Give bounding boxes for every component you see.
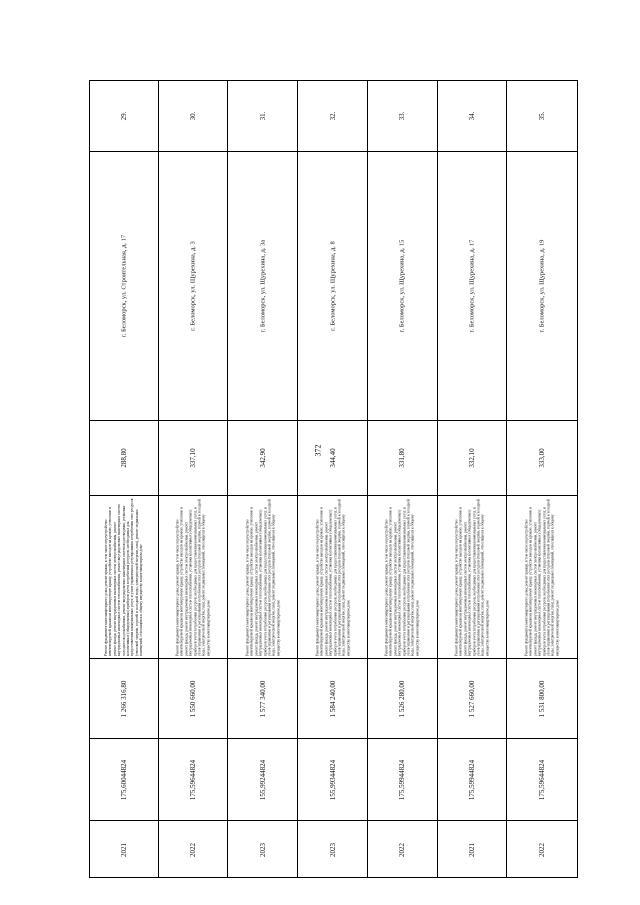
work-description: Ремонт фундамента многоквартирного дома; ремонт крыши, в том числе переустройство невентилируемой крыши на вентилируемую крышу, устройство выходов на кровлю, утепление и ремонт фасада, ремонт внутридомовых инженерных систем электроснабжения, ремонт внутридомовых инженерных систем теплоснабжения, установка коллективных (общедомовых) приборов учета потребления ресурсов, необходимых для предоставления коммунальных услуг, и узлов управления и регулирования потребления этих ресурсов (тепловой энергии, горячей и холодной воды, электрической энергии, газа), ремонт подвальных помещений, относящихся к общему имуществу в многоквартирном доме	[524, 499, 560, 656]
area: 344,40	[328, 448, 337, 468]
rate: 175,59644824	[189, 759, 198, 800]
row-number: 29.	[119, 111, 128, 121]
address-cell	[90, 152, 158, 421]
area-cell	[159, 421, 228, 496]
address: г. Беломорск, ул. Щурехина, д. 19	[538, 239, 546, 333]
area: 333,00	[538, 448, 547, 468]
row-number-cell	[90, 81, 158, 152]
table-row	[298, 81, 368, 877]
cost-cell	[90, 659, 158, 739]
cost-cell	[228, 659, 297, 739]
cost-cell	[438, 659, 507, 739]
repair-schedule-table	[89, 80, 578, 878]
rate-cell	[90, 739, 158, 821]
year: 2022	[538, 843, 547, 857]
rate: 175,59644824	[538, 759, 547, 800]
cost: 1 577 340,00	[258, 680, 267, 717]
cost-cell	[298, 659, 367, 739]
year-cell	[298, 821, 367, 879]
year-cell	[438, 821, 507, 879]
description-cell	[90, 496, 158, 659]
rate-cell	[159, 739, 228, 821]
year: 2023	[328, 843, 337, 857]
row-number-cell	[438, 81, 507, 152]
address: г. Беломорск, ул. Строительная, д. 17	[120, 234, 128, 338]
cost-cell	[159, 659, 228, 739]
address: г. Беломорск, ул. Щурехина, д. 17	[468, 239, 476, 333]
table-row	[159, 81, 229, 877]
rate-cell	[438, 739, 507, 821]
address-cell	[438, 152, 507, 421]
description-cell	[368, 496, 437, 659]
row-number: 30.	[189, 111, 198, 121]
cost: 1 527 660,00	[467, 680, 476, 717]
description-cell	[298, 496, 367, 659]
year: 2021	[119, 843, 128, 857]
row-number: 31.	[258, 111, 267, 121]
cost: 1 526 280,00	[398, 680, 407, 717]
work-description: Ремонт фундамента многоквартирного дома; ремонт крыши, в том числе переустройство невентилируемой крыши на вентилируемую крышу, устройство выходов на кровлю, утепление и ремонт фасада, ремонт внутридомовых инженерных систем электроснабжения, ремонт внутридомовых инженерных систем теплоснабжения, установка коллективных (общедомовых) приборов учета потребления ресурсов, необходимых для предоставления коммунальных услуг, и узлов управления и регулирования потребления этих ресурсов (тепловой энергии, горячей и холодной воды, электрической энергии, газа), ремонт подвальных помещений, относящихся к общему имуществу в многоквартирном доме	[175, 499, 211, 656]
work-description: Ремонт фундамента многоквартирного дома; ремонт крыши, в том числе переустройство невентилируемой крыши на вентилируемую крышу, устройство выходов на кровлю, утепление и ремонт фасада, ремонт внутридомовых инженерных систем электроснабжения, ремонт внутридомовых инженерных систем теплоснабжения, установка коллективных (общедомовых) приборов учета потребления ресурсов, необходимых для предоставления коммунальных услуг, и узлов управления и регулирования потребления этих ресурсов (тепловой энергии, горячей и холодной воды, электрической энергии, газа), ремонт подвальных помещений, относящихся к общему имуществу в многоквартирном доме	[384, 499, 420, 656]
area: 337,10	[189, 448, 198, 468]
year-cell	[507, 821, 577, 879]
row-number: 32.	[328, 111, 337, 121]
address-cell	[298, 152, 367, 421]
rate: 155,99244824	[258, 759, 267, 800]
address-cell	[228, 152, 297, 421]
description-cell	[159, 496, 228, 659]
year: 2021	[467, 843, 476, 857]
table-row	[438, 81, 508, 877]
year: 2022	[398, 843, 407, 857]
year-cell	[228, 821, 297, 879]
address-cell	[507, 152, 577, 421]
rate: 175,60044824	[119, 759, 128, 800]
description-cell	[507, 496, 577, 659]
year: 2022	[189, 843, 198, 857]
page-number: 372	[313, 444, 323, 457]
area: 332,10	[467, 448, 476, 468]
row-number-cell	[228, 81, 297, 152]
work-description: Ремонт фундамента многоквартирного дома; ремонт крыши, в том числе переустройство невентилируемой крыши на вентилируемую крышу, устройство выходов на кровлю, утепление и ремонт фасада, ремонт внутридомовых инженерных систем электроснабжения, ремонт внутридомовых инженерных систем теплоснабжения, установка коллективных (общедомовых) приборов учета потребления ресурсов, необходимых для предоставления коммунальных услуг, и узлов управления и регулирования потребления этих ресурсов (тепловой энергии, горячей и холодной воды, электрической энергии, газа), ремонт подвальных помещений, относящихся к общему имуществу в многоквартирном доме	[454, 499, 490, 656]
rate-cell	[228, 739, 297, 821]
rate: 175,59944824	[398, 759, 407, 800]
rate-cell	[298, 739, 367, 821]
rate: 155,99344824	[328, 759, 337, 800]
cost: 1 550 660,00	[189, 680, 198, 717]
row-number-cell	[507, 81, 577, 152]
table-row	[228, 81, 298, 877]
address-cell	[368, 152, 437, 421]
cost: 1 584 240,00	[328, 680, 337, 717]
area: 331,80	[398, 448, 407, 468]
area-cell	[298, 421, 367, 496]
address: г. Беломорск, ул. Щурехина, д. 15	[398, 239, 406, 333]
table-row	[368, 81, 438, 877]
year: 2023	[258, 843, 267, 857]
address: г. Беломорск, ул. Щурехина, д. 8	[329, 241, 337, 331]
area-cell	[228, 421, 297, 496]
row-number: 34.	[467, 111, 476, 121]
row-number: 35.	[538, 111, 547, 121]
row-number-cell	[368, 81, 437, 152]
area-cell	[438, 421, 507, 496]
year-cell	[159, 821, 228, 879]
address: г. Беломорск, ул. Щурехина, д. 3а	[259, 239, 267, 333]
rate: 175,59944824	[467, 759, 476, 800]
table-row	[90, 81, 159, 877]
row-number-cell	[298, 81, 367, 152]
work-description: Ремонт фундамента многоквартирного дома; ремонт крыши, в том числе переустройство невентилируемой крыши на вентилируемую крышу, устройство выходов на кровлю, утепление и ремонт фасада, ремонт внутридомовых инженерных систем электроснабжения, ремонт внутридомовых инженерных систем теплоснабжения, установка коллективных (общедомовых) приборов учета потребления ресурсов, необходимых для предоставления коммунальных услуг, и узлов управления и регулирования потребления этих ресурсов (тепловой энергии, горячей и холодной воды, электрической энергии, газа), ремонт подвальных помещений, относящихся к общему имуществу в многоквартирном доме	[314, 499, 350, 656]
description-cell	[228, 496, 297, 659]
work-description: Ремонт фундамента многоквартирного дома; ремонт крыши, в том числе переустройство невентилируемой крыши на вентилируемую крышу, устройство выходов на кровлю, утепление и ремонт фасада, ремонт внутридомовых инженерных систем электроснабжения, ремонт внутридомовых инженерных систем теплоснабжения, ремонт внутридомовых инженерных систем холодного водоснабжения, ремонт внутридомовых инженерных систем водоотведения, установка коллективных (общедомовых) приборов учета потребления ресурсов, необходимых для предоставления коммунальных услуг, и узлов управления и регулирования потребления этих ресурсов (тепловой энергии, горячей и холодной воды, электрической энергии, газа), ремонт подвальных помещений, относящихся к общему имуществу в многоквартирном доме	[104, 498, 144, 656]
table-row	[507, 81, 577, 877]
row-number-cell	[159, 81, 228, 152]
year-cell	[368, 821, 437, 879]
area-cell	[368, 421, 437, 496]
year-cell	[90, 821, 158, 879]
rate-cell	[368, 739, 437, 821]
description-cell	[438, 496, 507, 659]
address: г. Беломорск, ул. Щурехина, д. 3	[189, 241, 197, 331]
cost-cell	[507, 659, 577, 739]
work-description: Ремонт фундамента многоквартирного дома; ремонт крыши, в том числе переустройство невентилируемой крыши на вентилируемую крышу, устройство выходов на кровлю, утепление и ремонт фасада, ремонт внутридомовых инженерных систем электроснабжения, ремонт внутридомовых инженерных систем теплоснабжения, установка коллективных (общедомовых) приборов учета потребления ресурсов, необходимых для предоставления коммунальных услуг, и узлов управления и регулирования потребления этих ресурсов (тепловой энергии, горячей и холодной воды, электрической энергии, газа), ремонт подвальных помещений, относящихся к общему имуществу в многоквартирном доме	[245, 499, 281, 656]
area: 288,80	[119, 448, 128, 468]
row-number: 33.	[398, 111, 407, 121]
cost: 1 266 316,80	[119, 680, 128, 717]
area-cell	[90, 421, 158, 496]
address-cell	[159, 152, 228, 421]
cost: 1 531 800,00	[538, 680, 547, 717]
area: 342,90	[258, 448, 267, 468]
area-cell	[507, 421, 577, 496]
rate-cell	[507, 739, 577, 821]
cost-cell	[368, 659, 437, 739]
